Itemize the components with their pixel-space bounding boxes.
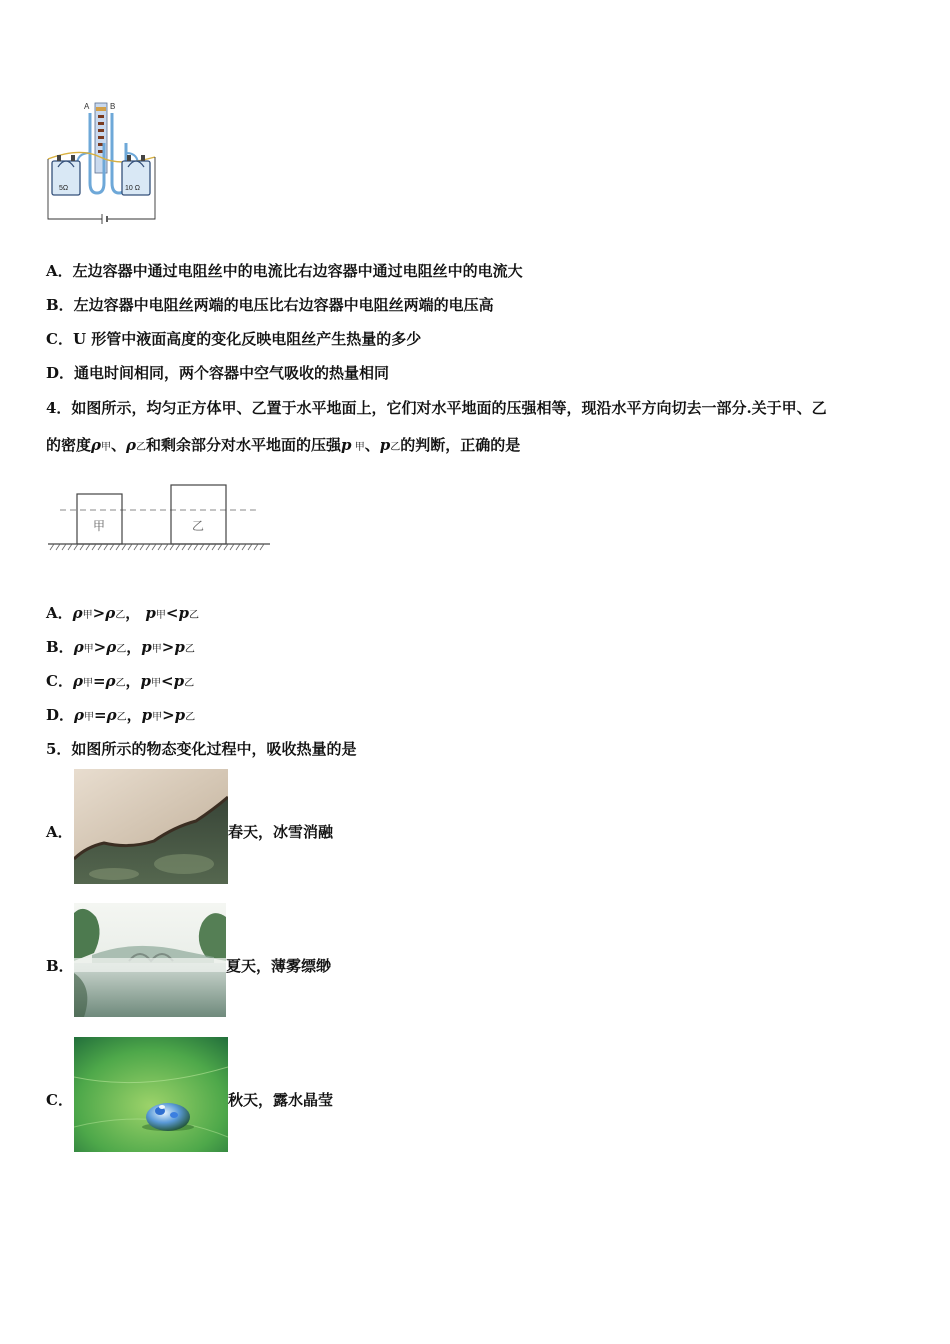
q4-option-d: D．ρ甲=ρ乙，p甲>p乙 xyxy=(46,706,196,724)
q5-option-a-label: A． xyxy=(46,823,73,841)
q3-option-c: C．U 形管中液面高度的变化反映电阻丝产生热量的多少 xyxy=(46,330,422,348)
joule-heating-apparatus-figure xyxy=(40,95,170,230)
label-a: A xyxy=(84,102,90,111)
label-b: B xyxy=(110,102,116,111)
q4-option-b: B．ρ甲>ρ乙，p甲>p乙 xyxy=(46,638,195,656)
q5-option-c-caption: 秋天，露水晶莹 xyxy=(228,1091,334,1109)
q5-stem: 5．如图所示的物态变化过程中，吸收热量的是 xyxy=(46,740,357,758)
q3-option-d: D．通电时间相同，两个容器中空气吸收的热量相同 xyxy=(46,364,390,382)
q4-option-a: A．ρ甲>ρ乙， p甲<p乙 xyxy=(46,604,199,622)
melting-ice-photo xyxy=(74,769,228,884)
q4-stem-line2: 的密度ρ甲、ρ乙和剩余部分对水平地面的压强p 甲、p乙的判断，正确的是 xyxy=(46,436,521,454)
block-yi-label: 乙 xyxy=(192,519,205,533)
q5-option-a-caption: 春天，冰雪消融 xyxy=(228,823,334,841)
left-resistor-label: 5Ω xyxy=(59,185,69,192)
q4-option-c: C．ρ甲=ρ乙，p甲<p乙 xyxy=(46,672,195,690)
right-resistor-label: 10 Ω xyxy=(125,185,140,192)
q5-option-c-label: C． xyxy=(46,1091,73,1109)
q3-option-a: A．左边容器中通过电阻丝中的电流比右边容器中通过电阻丝中的电流大 xyxy=(46,262,523,280)
misty-lake-photo xyxy=(74,903,226,1017)
q4-stem-line1: 4．如图所示，均匀正方体甲、乙置于水平地面上，它们对水平地面的压强相等，现沿水平方向切去一部分.关于甲、乙 xyxy=(46,399,827,417)
cubes-on-ground-figure xyxy=(46,480,276,555)
q3-option-b: B．左边容器中电阻丝两端的电压比右边容器中电阻丝两端的电压高 xyxy=(46,296,494,314)
q5-option-b-label: B． xyxy=(46,957,74,975)
dew-drop-photo xyxy=(74,1037,228,1152)
block-jia-label: 甲 xyxy=(93,519,106,533)
q5-option-b-caption: 夏天，薄雾缥缈 xyxy=(226,957,332,975)
